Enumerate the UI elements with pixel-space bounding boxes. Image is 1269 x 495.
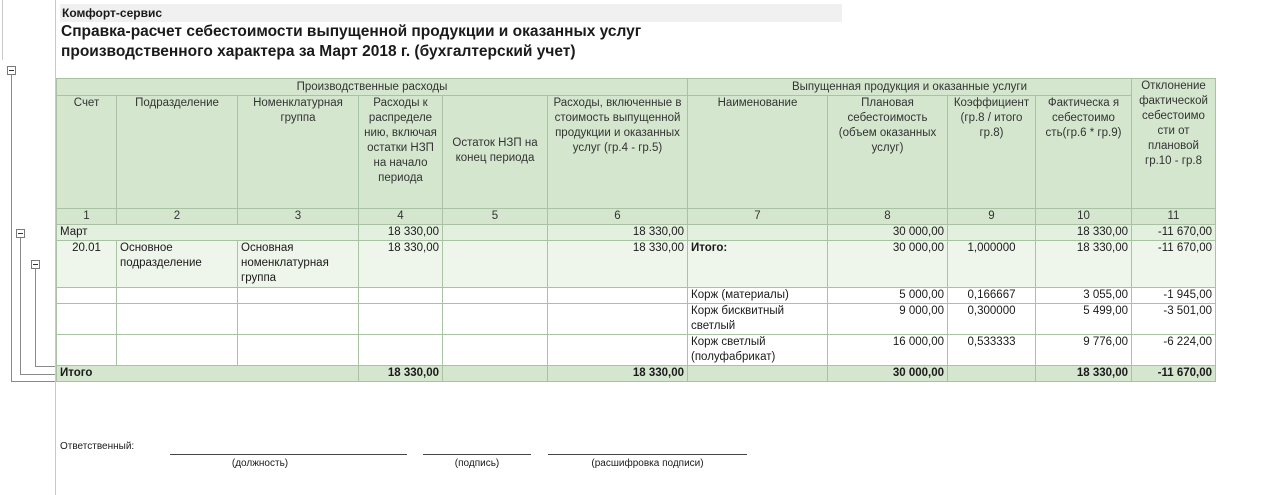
- detail-expenses: 18 330,00: [359, 241, 443, 288]
- empty-cell: [548, 288, 688, 304]
- detail-wip-end: [443, 241, 548, 288]
- company-name: Комфорт-сервис: [60, 4, 842, 22]
- detail-nomgroup: Основная номенклатурная группа: [238, 241, 359, 288]
- outline-line: [11, 381, 55, 382]
- empty-cell: [117, 304, 238, 335]
- header-coef: Коэффициент (гр.8 / итого гр.8): [948, 96, 1036, 209]
- header-department: Подразделение: [117, 96, 238, 209]
- signature-line-position: [170, 454, 407, 455]
- empty-cell: [117, 288, 238, 304]
- item-name: Корж бисквитный светлый: [688, 304, 828, 335]
- month-label: Март: [57, 225, 359, 241]
- item-deviation: -6 224,00: [1132, 335, 1216, 366]
- outline-line: [20, 374, 55, 375]
- month-wip-end: [443, 225, 548, 241]
- empty-cell: [359, 335, 443, 366]
- empty-cell: [238, 288, 359, 304]
- cost-report-table: [56, 78, 1216, 382]
- col-number: 2: [117, 209, 238, 225]
- item-deviation: -3 501,00: [1132, 304, 1216, 335]
- month-actual: 18 330,00: [1036, 225, 1132, 241]
- col-number: 10: [1036, 209, 1132, 225]
- signature-line-decode: [548, 454, 747, 455]
- header-wip-end: Остаток НЗП на конец периода: [443, 96, 548, 209]
- empty-cell: [238, 335, 359, 366]
- table-row-detail[interactable]: [57, 241, 1216, 288]
- table-row-total[interactable]: [57, 366, 1216, 382]
- month-coef: [948, 225, 1036, 241]
- item-coef: 0,166667: [948, 288, 1036, 304]
- detail-actual: 18 330,00: [1036, 241, 1132, 288]
- item-actual: 3 055,00: [1036, 288, 1132, 304]
- report-title: [61, 22, 641, 62]
- total-coef: [948, 366, 1036, 382]
- empty-cell: [57, 288, 117, 304]
- total-actual: 18 330,00: [1036, 366, 1132, 382]
- col-number: 8: [828, 209, 948, 225]
- header-expenses: Расходы к распределе нию, включая остатки НЗП на начало периода: [359, 96, 443, 209]
- header-name: Наименование: [688, 96, 828, 209]
- header-account: Счет: [57, 96, 117, 209]
- header-group-production: Производственные расходы: [57, 79, 688, 96]
- empty-cell: [359, 304, 443, 335]
- total-wip-end: [443, 366, 548, 382]
- signature-line-sign: [423, 454, 531, 455]
- month-deviation: -11 670,00: [1132, 225, 1216, 241]
- col-number: 3: [238, 209, 359, 225]
- col-number: 4: [359, 209, 443, 225]
- month-expenses: 18 330,00: [359, 225, 443, 241]
- collapse-toggle-icon[interactable]: [16, 229, 25, 238]
- item-planned: 5 000,00: [828, 288, 948, 304]
- empty-cell: [238, 304, 359, 335]
- detail-coef: 1,000000: [948, 241, 1036, 288]
- empty-cell: [117, 335, 238, 366]
- col-number: 7: [688, 209, 828, 225]
- item-actual: 5 499,00: [1036, 304, 1132, 335]
- item-coef: 0,300000: [948, 304, 1036, 335]
- report-title-line2: производственного характера за Март 2018 г. (бухгалтерский учет): [61, 43, 576, 60]
- header-group-output: Выпущенная продукция и оказанные услуги: [688, 79, 1132, 96]
- table-row-item[interactable]: [57, 335, 1216, 366]
- month-name: [688, 225, 828, 241]
- empty-cell: [548, 304, 688, 335]
- month-expenses-incl: 18 330,00: [548, 225, 688, 241]
- detail-account: 20.01: [57, 241, 117, 288]
- item-name: Корж (материалы): [688, 288, 828, 304]
- table-row-item[interactable]: [57, 288, 1216, 304]
- detail-planned: 30 000,00: [828, 241, 948, 288]
- detail-expenses-incl: 18 330,00: [548, 241, 688, 288]
- empty-cell: [443, 304, 548, 335]
- total-label: Итого: [57, 366, 359, 382]
- table-row-item[interactable]: [57, 304, 1216, 335]
- total-expenses-incl: 18 330,00: [548, 366, 688, 382]
- outline-line: [20, 238, 21, 374]
- caption-position: (должность): [231, 458, 289, 469]
- empty-cell: [57, 335, 117, 366]
- collapse-toggle-icon[interactable]: [31, 260, 40, 269]
- item-deviation: -1 945,00: [1132, 288, 1216, 304]
- outline-line: [35, 269, 36, 366]
- header-nomgroup: Номенклатурная группа: [238, 96, 359, 209]
- header-actual: Фактическа я себестоимо сть(гр.6 * гр.9): [1036, 96, 1132, 209]
- total-expenses: 18 330,00: [359, 366, 443, 382]
- empty-cell: [57, 304, 117, 335]
- outline-line: [11, 75, 12, 381]
- col-number: 9: [948, 209, 1036, 225]
- report-title-line1: Справка-расчет себестоимости выпущенной продукции и оказанных услуг: [61, 23, 642, 40]
- outline-line: [35, 366, 55, 367]
- item-actual: 9 776,00: [1036, 335, 1132, 366]
- total-name: [688, 366, 828, 382]
- total-planned: 30 000,00: [828, 366, 948, 382]
- header-expenses-incl: Расходы, включенные в стоимость выпущенной продукции и оказанных услуг (гр.4 - гр.5): [548, 96, 688, 209]
- detail-name: Итого:: [688, 241, 828, 288]
- empty-cell: [443, 335, 548, 366]
- caption-decode: (расшифровка подписи): [591, 458, 704, 469]
- empty-cell: [548, 335, 688, 366]
- table-row-month[interactable]: [57, 225, 1216, 241]
- detail-department: Основное подразделение: [117, 241, 238, 288]
- gutter-divider-short: [2, 0, 3, 60]
- col-number: 5: [443, 209, 548, 225]
- collapse-toggle-icon[interactable]: [7, 66, 16, 75]
- col-number: 1: [57, 209, 117, 225]
- empty-cell: [359, 288, 443, 304]
- caption-sign: (подпись): [454, 458, 500, 469]
- total-deviation: -11 670,00: [1132, 366, 1216, 382]
- col-number: 11: [1132, 209, 1216, 225]
- col-number: 6: [548, 209, 688, 225]
- item-coef: 0,533333: [948, 335, 1036, 366]
- month-planned: 30 000,00: [828, 225, 948, 241]
- responsible-label: Ответственный:: [60, 441, 135, 452]
- header-deviation: Отклонение фактической себестоимо сти от плановой гр.10 - гр.8: [1132, 79, 1216, 209]
- detail-deviation: -11 670,00: [1132, 241, 1216, 288]
- header-planned: Плановая себестоимость (объем оказанных услуг): [828, 96, 948, 209]
- item-name: Корж светлый (полуфабрикат): [688, 335, 828, 366]
- item-planned: 9 000,00: [828, 304, 948, 335]
- empty-cell: [443, 288, 548, 304]
- item-planned: 16 000,00: [828, 335, 948, 366]
